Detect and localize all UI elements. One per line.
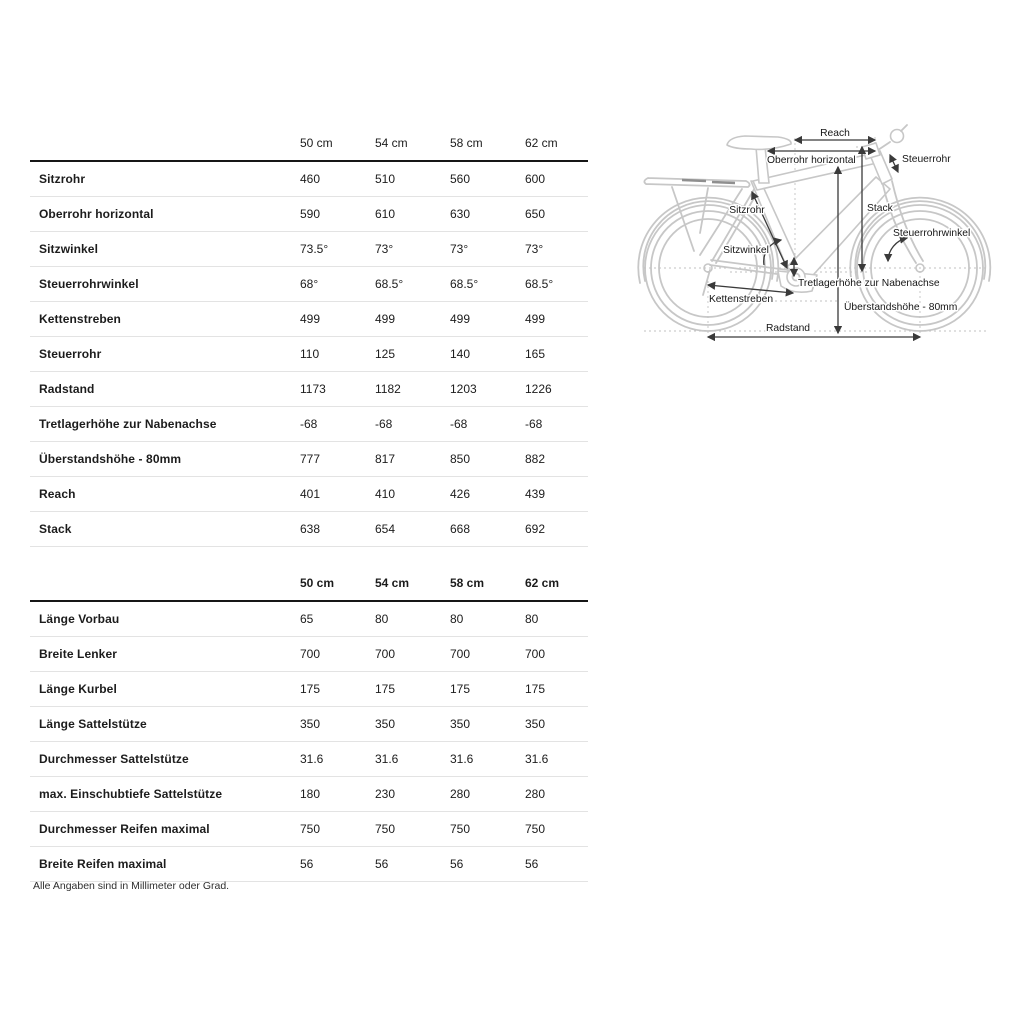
spec-value: 1203 [450, 372, 525, 407]
diagram-label-sitzwinkel: Sitzwinkel [723, 245, 769, 256]
spec-row-label: Sitzwinkel [30, 232, 300, 267]
spec-row [30, 232, 588, 267]
handlebar-icon [862, 125, 907, 159]
spec-value: 410 [375, 477, 450, 512]
spec-value: 68.5° [450, 267, 525, 302]
spec-row [30, 442, 588, 477]
spec-value: 31.6 [525, 742, 588, 777]
size-column-header: 62 cm [525, 545, 588, 601]
spec-row [30, 512, 588, 547]
spec-value: 350 [450, 707, 525, 742]
spec-value: 700 [450, 637, 525, 672]
spec-row-label: Länge Sattelstütze [30, 707, 300, 742]
spec-value: 350 [525, 707, 588, 742]
size-column-header: 50 cm [300, 545, 375, 601]
diagram-label-tretlagerhoehe: Tretlagerhöhe zur Nabenachse [798, 278, 940, 289]
spec-value: 777 [300, 442, 375, 477]
size-column-header: 54 cm [375, 545, 450, 601]
spec-row [30, 601, 588, 637]
spec-value: -68 [450, 407, 525, 442]
spec-row [30, 742, 588, 777]
spec-value: 230 [375, 777, 450, 812]
diagram-label-ueberstandshoehe: Überstandshöhe - 80mm [844, 302, 958, 313]
size-header-row [30, 125, 588, 161]
diagram-label-radstand: Radstand [765, 323, 811, 334]
spec-value: 31.6 [300, 742, 375, 777]
spec-value: 68.5° [525, 267, 588, 302]
spec-value: 1173 [300, 372, 375, 407]
spec-value: 165 [525, 337, 588, 372]
spec-value: 110 [300, 337, 375, 372]
spec-value: 280 [525, 777, 588, 812]
spec-value: 73° [450, 232, 525, 267]
size-column-header: 54 cm [375, 125, 450, 161]
spec-value: 73° [375, 232, 450, 267]
units-footnote: Alle Angaben sind in Millimeter oder Grad. [33, 880, 230, 892]
spec-value: -68 [375, 407, 450, 442]
spec-value: 350 [300, 707, 375, 742]
diagram-label-stack: Stack [867, 203, 893, 214]
spec-row [30, 707, 588, 742]
spec-value: 750 [375, 812, 450, 847]
spec-row [30, 477, 588, 512]
spec-row [30, 777, 588, 812]
spec-row-label: Radstand [30, 372, 300, 407]
diagram-label-sitzrohr: Sitzrohr [729, 205, 765, 216]
size-column-header: 58 cm [450, 125, 525, 161]
spec-value: 499 [300, 302, 375, 337]
spec-value: 180 [300, 777, 375, 812]
spec-value: 750 [300, 812, 375, 847]
spec-row-label: Überstandshöhe - 80mm [30, 442, 300, 477]
spec-value: 630 [450, 197, 525, 232]
spec-value: 499 [525, 302, 588, 337]
components-spec-table [30, 545, 588, 882]
spec-row [30, 847, 588, 882]
spec-value: 175 [525, 672, 588, 707]
spec-value: 175 [375, 672, 450, 707]
diagram-label-kettenstreben: Kettenstreben [708, 294, 774, 305]
spec-value: -68 [300, 407, 375, 442]
spec-value: 125 [375, 337, 450, 372]
spec-value: 650 [525, 197, 588, 232]
spec-value: 65 [300, 601, 375, 637]
spec-row [30, 372, 588, 407]
spec-row-label: Oberrohr horizontal [30, 197, 300, 232]
spec-value: 56 [525, 847, 588, 882]
size-header-row [30, 545, 588, 601]
spec-value: 590 [300, 197, 375, 232]
spec-value: 350 [375, 707, 450, 742]
spec-value: 750 [525, 812, 588, 847]
spec-value: 68° [300, 267, 375, 302]
spec-value: 80 [375, 601, 450, 637]
diagram-label-reach: Reach [820, 128, 850, 139]
spec-row [30, 407, 588, 442]
spec-row [30, 637, 588, 672]
spec-value: 600 [525, 161, 588, 197]
spec-row-label: Länge Vorbau [30, 601, 300, 637]
spec-label-column-header [30, 125, 300, 161]
diagram-label-oberrohr: Oberrohr horizontal [767, 155, 856, 166]
spec-value: 56 [450, 847, 525, 882]
spec-value: 175 [450, 672, 525, 707]
spec-value: 700 [300, 637, 375, 672]
geometry-spec-table [30, 125, 588, 547]
spec-value: 56 [375, 847, 450, 882]
size-column-header: 62 cm [525, 125, 588, 161]
spec-value: 426 [450, 477, 525, 512]
spec-value: 73.5° [300, 232, 375, 267]
spec-value: 750 [450, 812, 525, 847]
spec-value: 175 [300, 672, 375, 707]
spec-value: 68.5° [375, 267, 450, 302]
spec-value: 499 [450, 302, 525, 337]
spec-value: -68 [525, 407, 588, 442]
diagram-label-steuerrohrwinkel: Steuerrohrwinkel [893, 228, 971, 239]
spec-row [30, 161, 588, 197]
spec-row-label: Steuerrohrwinkel [30, 267, 300, 302]
spec-value: 80 [525, 601, 588, 637]
spec-value: 73° [525, 232, 588, 267]
spec-value: 692 [525, 512, 588, 547]
spec-row-label: max. Einschubtiefe Sattelstütze [30, 777, 300, 812]
spec-value: 510 [375, 161, 450, 197]
spec-row [30, 337, 588, 372]
spec-row-label: Länge Kurbel [30, 672, 300, 707]
bike-frame-icon [703, 151, 923, 295]
spec-value: 668 [450, 512, 525, 547]
spec-value: 560 [450, 161, 525, 197]
spec-value: 700 [375, 637, 450, 672]
spec-row-label: Reach [30, 477, 300, 512]
bike-geometry-diagram [630, 105, 1020, 355]
steuerrohr-arrow [890, 155, 898, 172]
spec-value: 439 [525, 477, 588, 512]
spec-value: 882 [525, 442, 588, 477]
spec-value: 610 [375, 197, 450, 232]
spec-row-label: Breite Lenker [30, 637, 300, 672]
spec-label-column-header [30, 545, 300, 601]
spec-value: 80 [450, 601, 525, 637]
spec-value: 1182 [375, 372, 450, 407]
spec-value: 700 [525, 637, 588, 672]
spec-row [30, 302, 588, 337]
spec-value: 638 [300, 512, 375, 547]
spec-row-label: Durchmesser Sattelstütze [30, 742, 300, 777]
spec-value: 280 [450, 777, 525, 812]
spec-value: 1226 [525, 372, 588, 407]
spec-value: 817 [375, 442, 450, 477]
spec-row-label: Breite Reifen maximal [30, 847, 300, 882]
spec-value: 460 [300, 161, 375, 197]
spec-row-label: Sitzrohr [30, 161, 300, 197]
size-column-header: 50 cm [300, 125, 375, 161]
spec-row [30, 267, 588, 302]
spec-row-label: Tretlagerhöhe zur Nabenachse [30, 407, 300, 442]
size-column-header: 58 cm [450, 545, 525, 601]
spec-row-label: Steuerrohr [30, 337, 300, 372]
spec-row [30, 812, 588, 847]
spec-value: 499 [375, 302, 450, 337]
spec-row [30, 672, 588, 707]
spec-value: 56 [300, 847, 375, 882]
spec-value: 401 [300, 477, 375, 512]
diagram-label-steuerrohr: Steuerrohr [902, 154, 951, 165]
spec-value: 31.6 [450, 742, 525, 777]
spec-row [30, 197, 588, 232]
spec-row-label: Durchmesser Reifen maximal [30, 812, 300, 847]
spec-row-label: Stack [30, 512, 300, 547]
spec-value: 654 [375, 512, 450, 547]
spec-value: 31.6 [375, 742, 450, 777]
spec-value: 850 [450, 442, 525, 477]
spec-row-label: Kettenstreben [30, 302, 300, 337]
spec-value: 140 [450, 337, 525, 372]
